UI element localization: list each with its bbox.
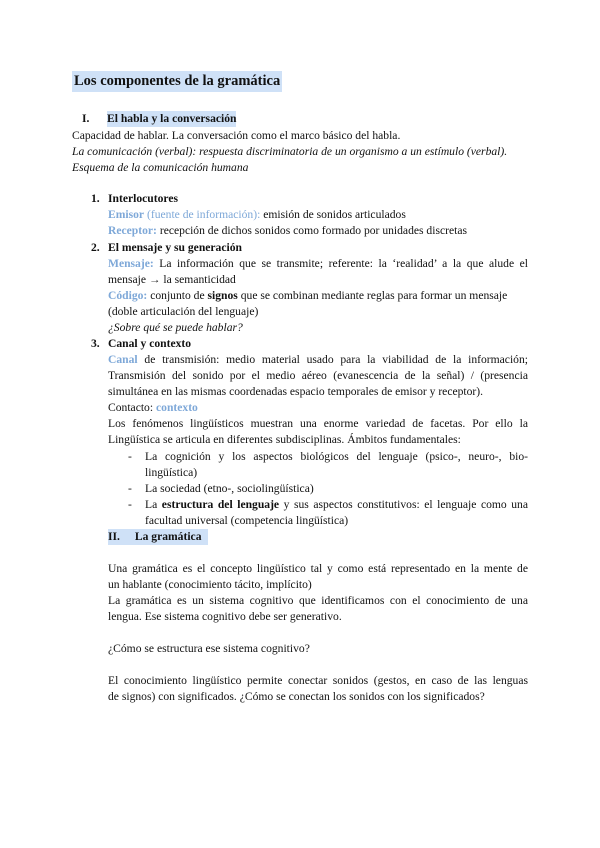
receptor-text: recepción de dichos sonidos como formado por unidades discretas bbox=[159, 224, 467, 237]
emisor-label: Emisor bbox=[108, 208, 145, 221]
mensaje-text: La información que se transmite; referente: la ‘realidad’ a la que alude el bbox=[159, 257, 529, 270]
bullet-1-line-2: lingüística) bbox=[145, 466, 198, 479]
section-1-line-3: Esquema de la comunicación humana bbox=[72, 161, 249, 174]
codigo-text-b: que se combinan mediante reglas para formar un mensaje bbox=[240, 289, 508, 302]
contacto-line bbox=[108, 400, 198, 416]
gramatica-para-1b: un hablante (conocimiento tácito, implícito) bbox=[108, 578, 312, 591]
gramatica-para-3b: de signos) con significados. ¿Cómo se conectan los sonidos con los significados? bbox=[108, 690, 485, 703]
item-1-heading: Interlocutores bbox=[108, 192, 178, 205]
emisor-paren: (fuente de información): bbox=[146, 208, 261, 221]
receptor-label: Receptor: bbox=[108, 224, 157, 237]
bullet-3-bold: estructura del lenguaje bbox=[161, 498, 280, 511]
canal-line-2: Transmisión del sonido por el medio aéreo (evanescencia de la señal) / (presencia bbox=[108, 369, 528, 382]
bullet-dash: - bbox=[128, 498, 132, 511]
gramatica-para-1a: Una gramática es el concepto lingüístico tal y como está representado en la mente de bbox=[108, 562, 528, 575]
section-2-numeral: II. bbox=[108, 530, 120, 543]
mensaje-label: Mensaje: bbox=[108, 257, 154, 270]
canal-line bbox=[108, 352, 528, 368]
bullet-3-text-c: y sus aspectos constitutivos: el lenguaje como una bbox=[283, 498, 528, 511]
mensaje-line bbox=[108, 256, 528, 272]
canal-text: de transmisión: medio material usado para la viabilidad de la información; bbox=[144, 353, 528, 366]
ambitos-para-1: Los fenómenos lingüísticos muestran una enorme variedad de facetas. Por ello la bbox=[108, 417, 528, 430]
section-1-line-2: La comunicación (verbal): respuesta discriminatoria de un organismo a un estímulo (verbal). bbox=[72, 145, 508, 158]
bullet-3-line-1 bbox=[145, 497, 528, 513]
page-title: Los componentes de la gramática bbox=[72, 71, 282, 92]
bullet-dash: - bbox=[128, 482, 132, 495]
emisor-line bbox=[108, 207, 406, 223]
section-1-heading: El habla y la conversación bbox=[107, 112, 237, 125]
item-3-heading: Canal y contexto bbox=[108, 337, 192, 350]
ambitos-para-2: Lingüística se articula en diferentes subdisciplinas. Ámbitos fundamentales: bbox=[108, 433, 461, 446]
canal-line-3: simultánea en las mismas coordenadas espacio temporales de emisor y receptor). bbox=[108, 385, 484, 398]
contexto-label: contexto bbox=[156, 401, 198, 414]
gramatica-para-2b: lengua. Ese sistema cognitivo debe ser generativo. bbox=[108, 610, 342, 623]
bullet-dash: - bbox=[128, 450, 132, 463]
codigo-line-2: (doble articulación del lenguaje) bbox=[108, 305, 259, 318]
bullet-3-line-2: facultad universal (competencia lingüística) bbox=[145, 514, 349, 527]
bullet-3-text-a: La bbox=[145, 498, 158, 511]
item-2-heading: El mensaje y su generación bbox=[108, 241, 242, 254]
section-2-heading-box bbox=[108, 529, 208, 545]
canal-label: Canal bbox=[108, 353, 138, 366]
contacto-text: Contacto: bbox=[108, 401, 154, 414]
bullet-1-line-1: La cognición y los aspectos biológicos del lenguaje (psico-, neuro-, bio- bbox=[145, 450, 528, 463]
item-2-question: ¿Sobre qué se puede hablar? bbox=[108, 321, 243, 334]
section-1-numeral: I. bbox=[82, 112, 90, 125]
receptor-line bbox=[108, 223, 467, 239]
gramatica-para-3a: El conocimiento lingüístico permite conectar sonidos (gestos, en caso de las lenguas bbox=[108, 674, 528, 687]
codigo-label: Código: bbox=[108, 289, 148, 302]
codigo-text-a: conjunto de bbox=[150, 289, 205, 302]
section-2-heading: La gramática bbox=[134, 530, 202, 543]
codigo-line bbox=[108, 288, 507, 304]
gramatica-para-2a: La gramática es un sistema cognitivo que identificamos con el conocimiento de una bbox=[108, 594, 528, 607]
emisor-text: emisión de sonidos articulados bbox=[263, 208, 406, 221]
codigo-bold: signos bbox=[207, 289, 238, 302]
gramatica-question: ¿Cómo se estructura ese sistema cognitivo? bbox=[108, 642, 310, 655]
item-1-number: 1. bbox=[91, 192, 100, 205]
item-2-number: 2. bbox=[91, 241, 100, 254]
mensaje-line-2: mensaje → la semanticidad bbox=[108, 273, 236, 286]
item-3-number: 3. bbox=[91, 337, 100, 350]
bullet-2-line-1: La sociedad (etno-, sociolingüística) bbox=[145, 482, 314, 495]
section-1-line-1: Capacidad de hablar. La conversación como el marco básico del habla. bbox=[72, 129, 401, 142]
